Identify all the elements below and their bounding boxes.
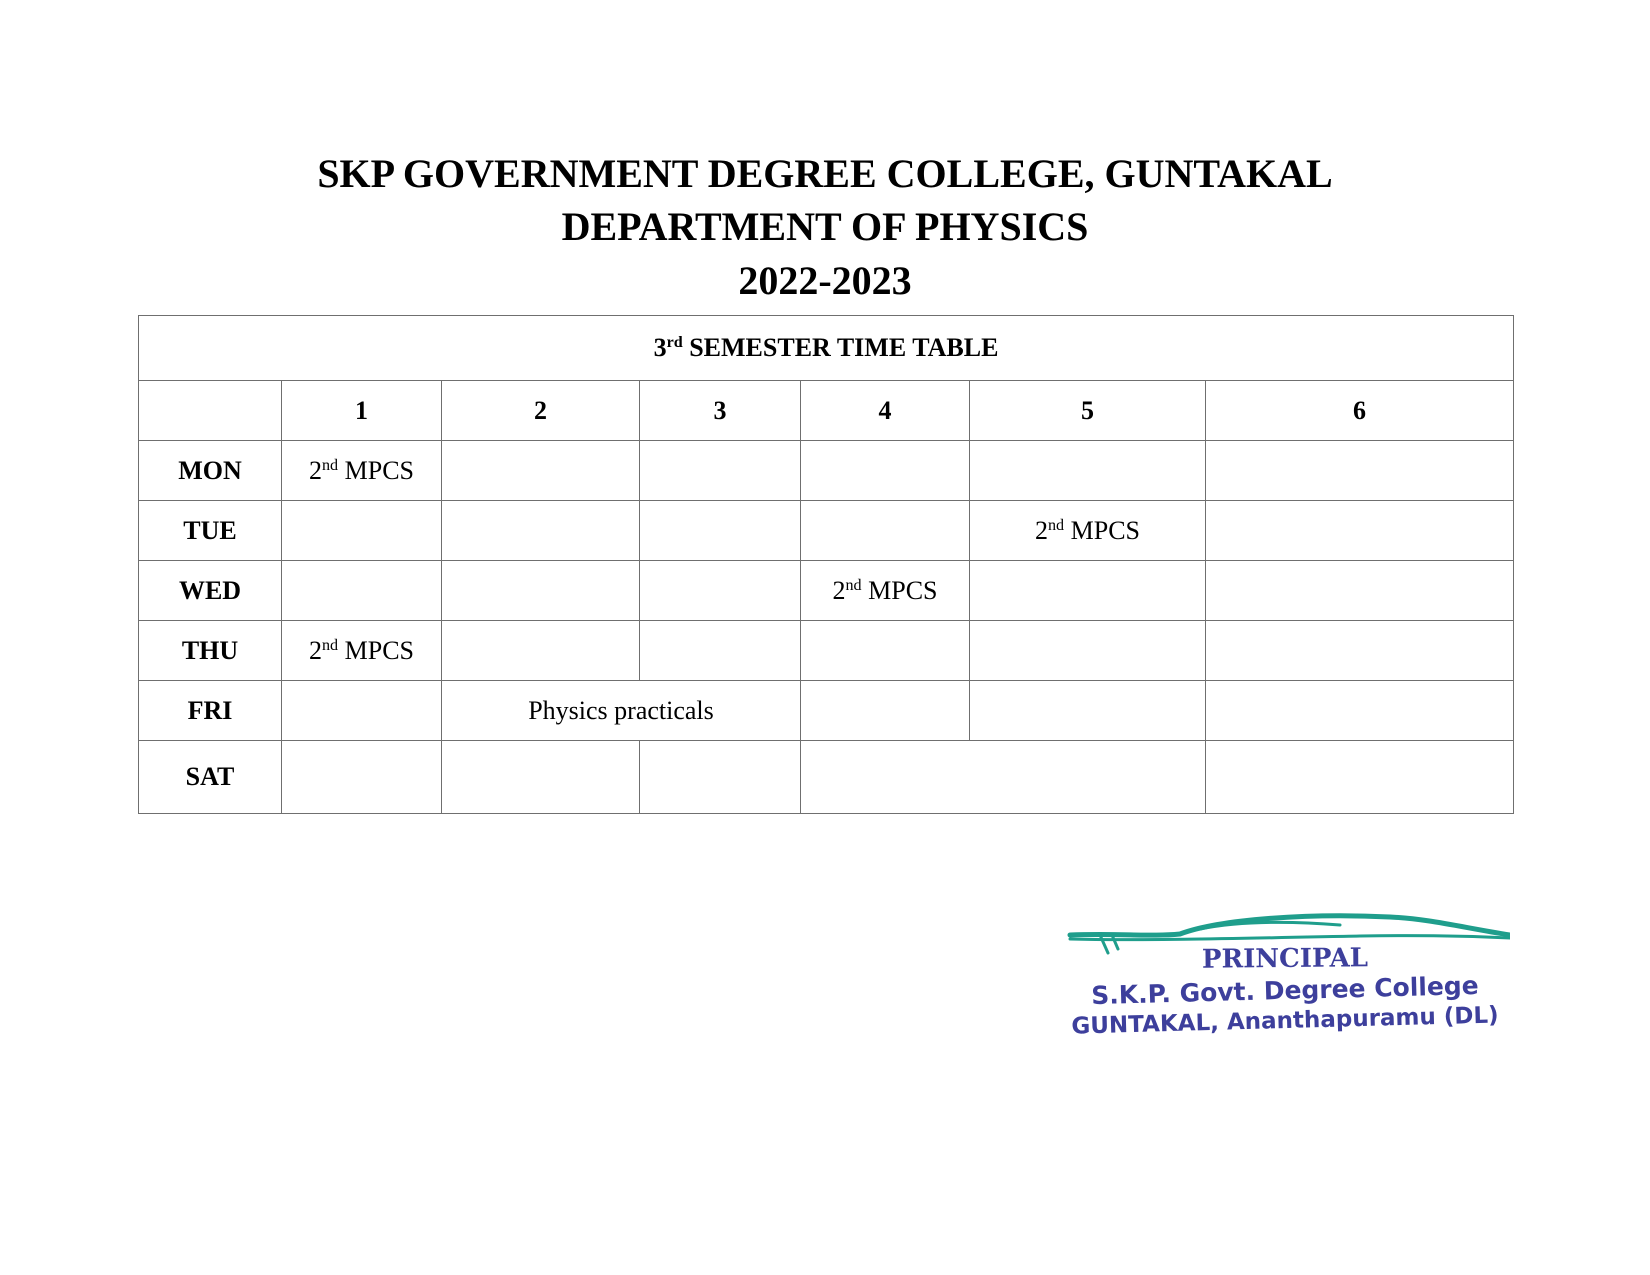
- period-header-row: [139, 381, 1514, 441]
- college-name: SKP GOVERNMENT DEGREE COLLEGE, GUNTAKAL: [317, 151, 1333, 196]
- empty-cell: [442, 621, 640, 681]
- empty-cell: [1206, 741, 1514, 814]
- day-label: WED: [139, 561, 282, 621]
- empty-cell: [801, 501, 970, 561]
- empty-cell: [640, 441, 801, 501]
- empty-cell: [801, 741, 1206, 814]
- empty-cell: [442, 441, 640, 501]
- day-label: TUE: [139, 501, 282, 561]
- empty-cell: [1206, 681, 1514, 741]
- period-header: 5: [970, 381, 1206, 441]
- empty-cell: [442, 741, 640, 814]
- day-label: MON: [139, 441, 282, 501]
- empty-cell: [442, 501, 640, 561]
- class-cell: 2nd MPCS: [801, 561, 970, 621]
- empty-cell: [640, 561, 801, 621]
- timetable-title: 3rd SEMESTER TIME TABLE: [139, 316, 1514, 381]
- stamp-location: GUNTAKAL, Ananthapuramu (DL): [1071, 1002, 1499, 1040]
- class-cell: 2nd MPCS: [970, 501, 1206, 561]
- stamp-college: S.K.P. Govt. Degree College: [1090, 970, 1480, 1011]
- empty-cell: [970, 441, 1206, 501]
- empty-cell: [801, 441, 970, 501]
- class-cell: 2nd MPCS: [282, 621, 442, 681]
- period-header: 4: [801, 381, 970, 441]
- period-header: 6: [1206, 381, 1514, 441]
- empty-cell: [970, 681, 1206, 741]
- department-name: DEPARTMENT OF PHYSICS: [561, 204, 1089, 249]
- table-row: [139, 441, 1514, 501]
- academic-year: 2022-2023: [738, 258, 912, 303]
- empty-cell: [1206, 501, 1514, 561]
- empty-cell: [1206, 621, 1514, 681]
- empty-cell: [801, 681, 970, 741]
- period-header: 3: [640, 381, 801, 441]
- empty-cell: [970, 621, 1206, 681]
- table-row: [139, 561, 1514, 621]
- empty-cell: [282, 741, 442, 814]
- empty-cell: [282, 501, 442, 561]
- empty-cell: [640, 501, 801, 561]
- timetable: [138, 315, 1514, 814]
- empty-cell: [442, 561, 640, 621]
- day-label: SAT: [139, 741, 282, 814]
- practical-cell: Physics practicals: [442, 681, 801, 741]
- empty-cell: [1206, 441, 1514, 501]
- empty-cell: [282, 561, 442, 621]
- day-label: THU: [139, 621, 282, 681]
- empty-cell: [640, 621, 801, 681]
- table-row: [139, 681, 1514, 741]
- empty-cell: [970, 561, 1206, 621]
- period-header: 2: [442, 381, 640, 441]
- empty-cell: [282, 681, 442, 741]
- table-row: [139, 501, 1514, 561]
- day-label: FRI: [139, 681, 282, 741]
- period-header: 1: [282, 381, 442, 441]
- empty-cell: [640, 741, 801, 814]
- empty-cell: [801, 621, 970, 681]
- stamp-title: PRINCIPAL: [1201, 943, 1369, 975]
- class-cell: 2nd MPCS: [282, 441, 442, 501]
- table-row: [139, 621, 1514, 681]
- empty-cell: [1206, 561, 1514, 621]
- table-row: [139, 741, 1514, 814]
- corner-cell: [139, 381, 282, 441]
